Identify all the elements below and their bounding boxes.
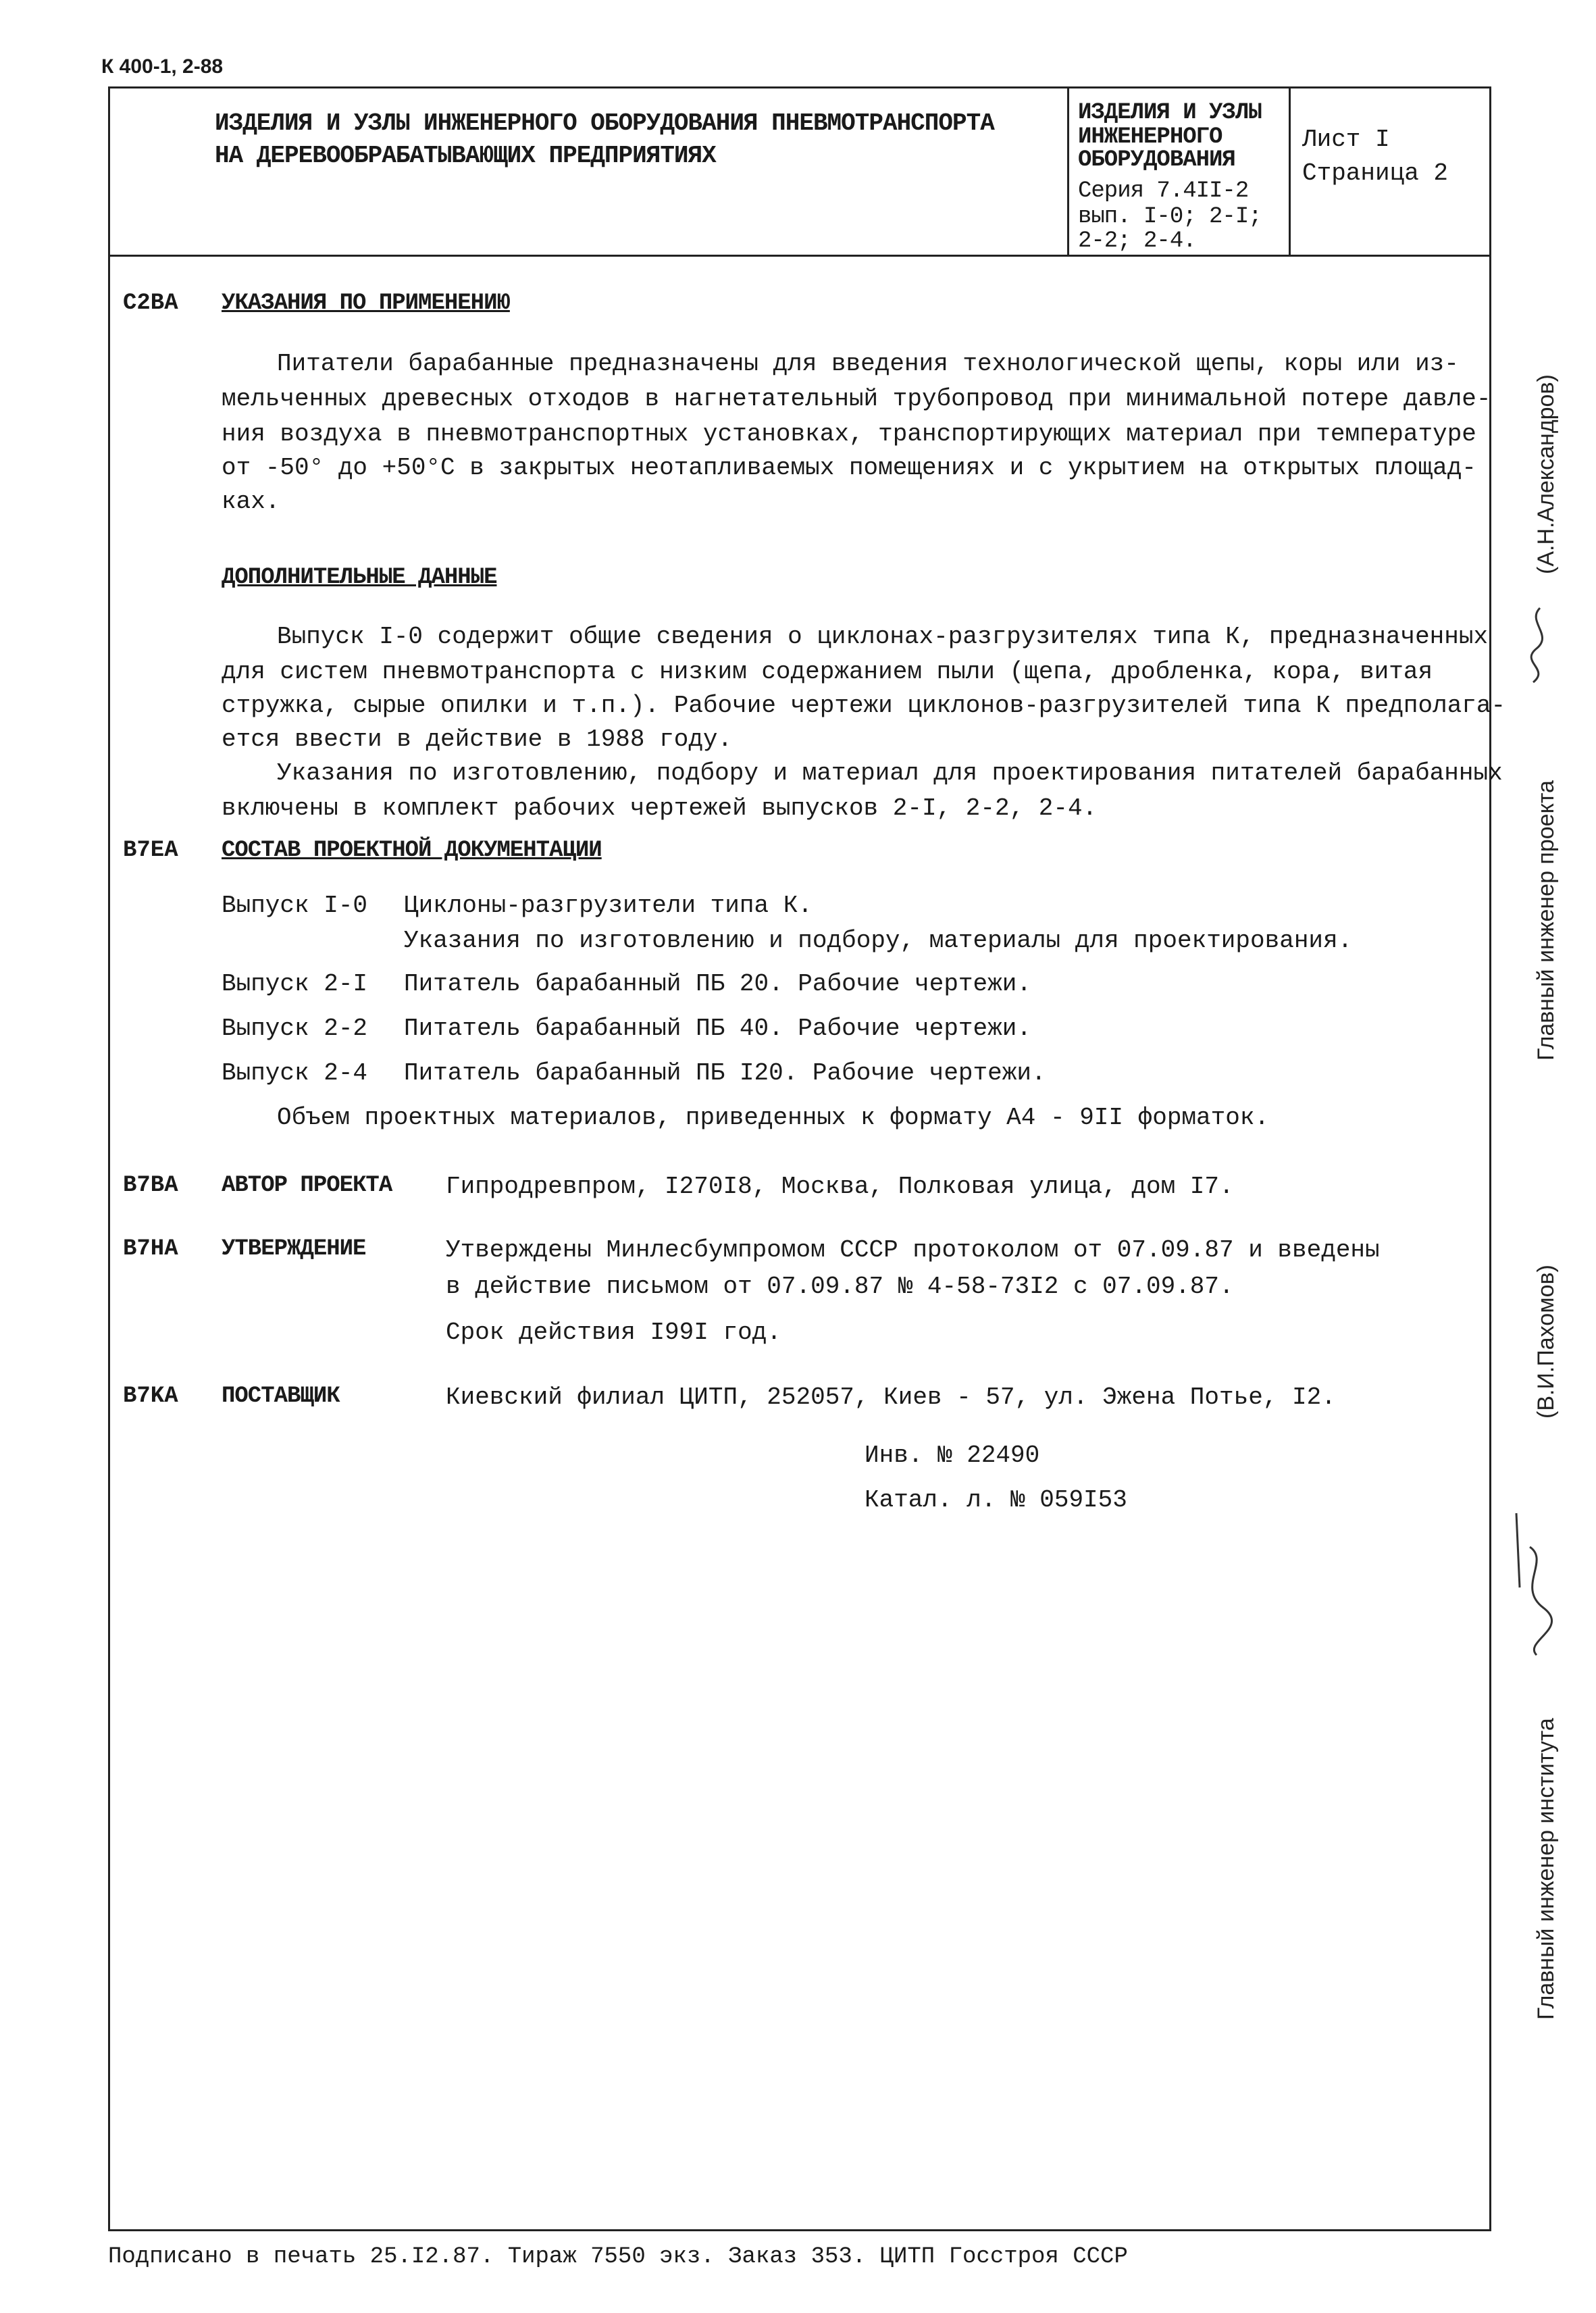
title-block-divider (1289, 86, 1291, 257)
chief-institute-name: (В.И.Пахомов) (1533, 1265, 1559, 1419)
inventory-number: Инв. № 22490 (865, 1442, 1040, 1469)
section-code: B7BA (123, 1173, 178, 1198)
application-text-line: мельченных древесных отходов в нагнетательный трубопровод при минимальной потере давле- (222, 385, 1491, 413)
supplier-text: Киевский филиал ЦИТП, 252057, Киев - 57, ул. Эжена Потье, I2. (446, 1383, 1336, 1411)
catalog-number: Катал. л. № 059I53 (865, 1486, 1127, 1514)
application-text-line: от -50° до +50°С в закрытых неотапливаемых помещениях и с укрытием на открытых площад- (222, 454, 1476, 482)
title-block-divider (1067, 86, 1069, 257)
header-category-line3: ОБОРУДОВАНИЯ (1078, 147, 1235, 173)
additional-text-line: стружка, сырые опилки и т.п.). Рабочие чертежи циклонов-разгрузителей типа К предполага- (222, 692, 1506, 719)
chief-engineer-name: (А.Н.Александров) (1533, 374, 1559, 574)
issue-label: Выпуск 2-I (222, 970, 368, 998)
issue-text: Питатель барабанный ПБ I20. Рабочие чертежи. (404, 1059, 1046, 1087)
author-text: Гипродревпром, I270I8, Москва, Полковая улица, дом I7. (446, 1173, 1234, 1200)
section-title-approval: УТВЕРЖДЕНИЕ (222, 1236, 366, 1262)
section-title-application: УКАЗАНИЯ ПО ПРИМЕНЕНИЮ (222, 290, 510, 316)
print-footer: Подписано в печать 25.I2.87. Тираж 7550 экз. Заказ 353. ЦИТП Госстроя СССР (108, 2244, 1128, 2270)
volume-text: Объем проектных материалов, приведенных к формату А4 - 9II форматок. (277, 1104, 1270, 1132)
header-series-line2: вып. I-0; 2-I; (1078, 204, 1262, 230)
section-code: C2BA (123, 290, 178, 316)
additional-text-line: включены в комплект рабочих чертежей выпусков 2-I, 2-2, 2-4. (222, 794, 1098, 822)
approval-text-line: в действие письмом от 07.09.87 № 4-58-73I2 с 07.09.87. (446, 1273, 1234, 1300)
additional-text-line: Указания по изготовлению, подбору и материал для проектирования питателей барабанных (277, 759, 1503, 787)
signature-chief-engineer (1513, 594, 1567, 696)
issue-label: Выпуск 2-4 (222, 1059, 368, 1087)
header-category-line1: ИЗДЕЛИЯ И УЗЛЫ (1078, 100, 1262, 126)
additional-text-line: для систем пневмотранспорта с низким содержанием пыли (щепа, дробленка, кора, витая (222, 658, 1433, 686)
section-code: B7HA (123, 1236, 178, 1262)
sheet-number: Лист I (1302, 126, 1390, 153)
approval-validity: Срок действия I99I год. (446, 1319, 781, 1346)
section-title-supplier: ПОСТАВЩИК (222, 1383, 340, 1409)
approval-text-line: Утверждены Минлесбумпромом СССР протоколом от 07.09.87 и введены (446, 1236, 1380, 1264)
section-title-composition: СОСТАВ ПРОЕКТНОЙ ДОКУМЕНТАЦИИ (222, 838, 602, 863)
additional-text-line: Выпуск I-0 содержит общие сведения о циклонах-разгрузителях типа К, предназначенных (277, 623, 1489, 651)
document-code: К 400-1, 2-88 (101, 55, 224, 78)
header-category-line2: ИНЖЕНЕРНОГО (1078, 124, 1222, 150)
section-code: B7EA (123, 838, 178, 863)
section-title-author: АВТОР ПРОЕКТА (222, 1173, 392, 1198)
issue-label: Выпуск 2-2 (222, 1015, 368, 1042)
header-series-line1: Серия 7.4II-2 (1078, 178, 1249, 204)
issue-text: Циклоны-разгрузители типа К. (404, 892, 813, 919)
section-title-additional: ДОПОЛНИТЕЛЬНЫЕ ДАННЫЕ (222, 565, 497, 590)
chief-engineer-label: Главный инженер проекта (1533, 780, 1559, 1061)
additional-text-line: ется ввести в действие в 1988 году. (222, 726, 733, 753)
chief-institute-label: Главный инженер института (1533, 1718, 1559, 2020)
header-title-line2: НА ДЕРЕВООБРАБАТЫВАЮЩИХ ПРЕДПРИЯТИЯХ (215, 142, 716, 170)
header-title-line1: ИЗДЕЛИЯ И УЗЛЫ ИНЖЕНЕРНОГО ОБОРУДОВАНИЯ ПНЕВМОТРАНСПОРТА (215, 109, 994, 137)
signature-chief-institute (1496, 1506, 1570, 1662)
page-number: Страница 2 (1302, 159, 1449, 187)
header-series-line3: 2-2; 2-4. (1078, 228, 1196, 254)
issue-text: Питатель барабанный ПБ 20. Рабочие чертежи. (404, 970, 1031, 998)
issue-text: Питатель барабанный ПБ 40. Рабочие чертежи. (404, 1015, 1031, 1042)
application-text-line: Питатели барабанные предназначены для введения технологической щепы, коры или из- (277, 350, 1459, 378)
issue-label: Выпуск I-0 (222, 892, 368, 919)
application-text-line: ния воздуха в пневмотранспортных установках, транспортирующих материал при температуре (222, 420, 1476, 448)
issue-text: Указания по изготовлению и подбору, материалы для проектирования. (404, 927, 1353, 955)
application-text-line: ках. (222, 488, 280, 515)
section-code: B7KA (123, 1383, 178, 1409)
